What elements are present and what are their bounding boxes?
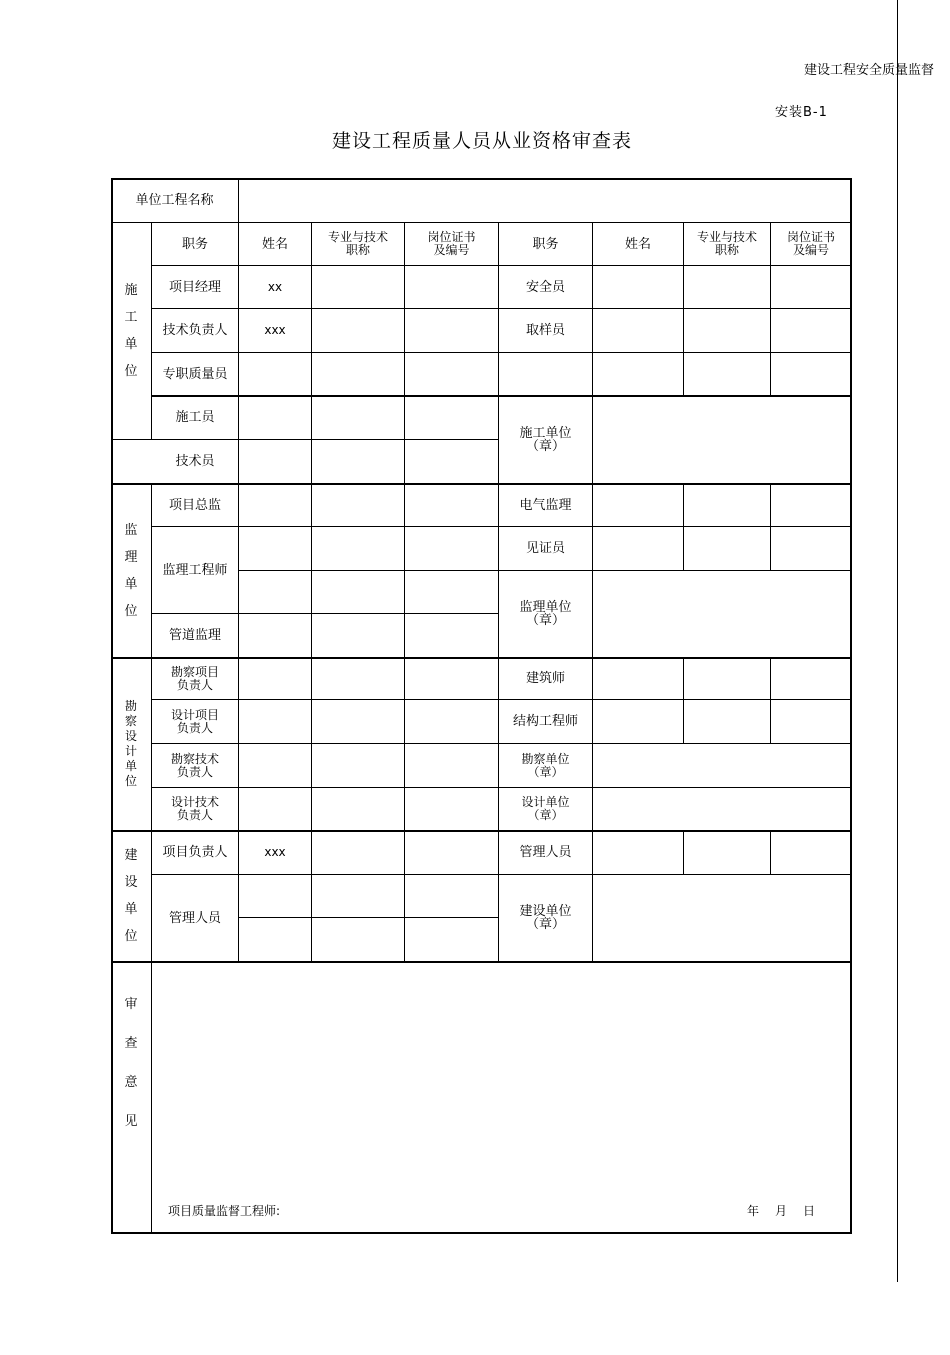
table-cell xyxy=(239,658,312,700)
table-cell xyxy=(405,614,499,658)
table-cell xyxy=(593,484,684,527)
table-cell xyxy=(405,875,499,918)
section-divider xyxy=(111,961,852,963)
table-cell xyxy=(239,614,312,658)
col-cert: 岗位证书 及编号 xyxy=(405,223,499,266)
review-area xyxy=(152,962,852,1234)
table-cell xyxy=(405,571,499,614)
table-cell xyxy=(405,700,499,744)
table-cell xyxy=(593,527,684,571)
table-cell xyxy=(684,527,771,571)
col-name-2: 姓名 xyxy=(593,223,684,266)
table-cell xyxy=(239,875,312,918)
seal-construction-area xyxy=(593,396,852,484)
table-cell xyxy=(684,700,771,744)
role-technician: 技术员 xyxy=(152,440,239,484)
role-survey-tech-lead: 勘察技术 负责人 xyxy=(152,744,239,788)
date-year: 年 xyxy=(747,1204,760,1218)
role-quality-officer: 专职质量员 xyxy=(152,353,239,396)
project-name-label: 单位工程名称 xyxy=(111,178,239,223)
role-owner-project-lead: 项目负责人 xyxy=(152,831,239,875)
role-architect: 建筑师 xyxy=(499,658,593,700)
seal-construction: 施工单位 （章） xyxy=(499,396,593,484)
table-cell xyxy=(239,918,312,962)
header-org: 建设工程安全质量监督 xyxy=(804,63,935,78)
col-name: 姓名 xyxy=(239,223,312,266)
project-name-value xyxy=(239,178,852,223)
table-cell xyxy=(405,831,499,875)
role-design-project-lead: 设计项目 负责人 xyxy=(152,700,239,744)
role-witness: 见证员 xyxy=(499,527,593,571)
col-cert-2: 岗位证书 及编号 xyxy=(771,223,852,266)
col-role-2: 职务 xyxy=(499,223,593,266)
col-role: 职务 xyxy=(152,223,239,266)
table-cell xyxy=(312,788,405,831)
table-cell xyxy=(771,484,852,527)
table-cell xyxy=(239,744,312,788)
table-cell xyxy=(771,831,852,875)
page-edge-line xyxy=(897,0,898,1282)
table-cell xyxy=(312,571,405,614)
table-cell xyxy=(239,788,312,831)
seal-supervision-area xyxy=(593,571,852,658)
section-review: 审 查 意 见 xyxy=(111,962,152,1234)
table-cell xyxy=(312,744,405,788)
section-divider xyxy=(111,483,852,485)
role-sampler: 取样员 xyxy=(499,309,593,353)
role-owner-staff: 管理人员 xyxy=(152,875,239,962)
table-cell xyxy=(771,266,852,309)
section-divider xyxy=(111,830,852,832)
page-title: 建设工程质量人员从业资格审查表 xyxy=(331,130,632,152)
table-cell xyxy=(312,309,405,353)
table-cell xyxy=(312,700,405,744)
table-cell xyxy=(405,353,499,396)
table-cell xyxy=(312,484,405,527)
table-cell xyxy=(684,309,771,353)
table-cell xyxy=(684,658,771,700)
table-cell xyxy=(239,353,312,396)
owner-project-lead-name: xxx xyxy=(239,831,312,875)
table-cell xyxy=(405,309,499,353)
table-cell xyxy=(312,266,405,309)
review-engineer-label: 项目质量监督工程师: xyxy=(168,1204,281,1218)
table-cell xyxy=(239,396,312,440)
table-cell xyxy=(684,353,771,396)
role-site-worker: 施工员 xyxy=(152,396,239,440)
table-cell xyxy=(405,527,499,571)
table-cell xyxy=(239,484,312,527)
role-design-tech-lead: 设计技术 负责人 xyxy=(152,788,239,831)
table-cell xyxy=(312,614,405,658)
table-cell xyxy=(593,700,684,744)
form-code: 安装B-1 xyxy=(775,105,828,120)
seal-owner-area xyxy=(593,875,852,962)
role-technical-lead: 技术负责人 xyxy=(152,309,239,353)
role-supervising-engineer: 监理工程师 xyxy=(152,527,239,614)
table-cell xyxy=(593,266,684,309)
table-cell xyxy=(312,918,405,962)
section-construction: 施 工 单 位 xyxy=(111,223,152,440)
table-cell xyxy=(405,744,499,788)
table-cell xyxy=(593,658,684,700)
seal-supervision: 监理单位 （章） xyxy=(499,571,593,658)
table-cell xyxy=(771,700,852,744)
role-chief-supervisor: 项目总监 xyxy=(152,484,239,527)
table-cell xyxy=(312,440,405,484)
table-cell xyxy=(239,440,312,484)
table-cell xyxy=(405,788,499,831)
date-month: 月 xyxy=(775,1204,788,1218)
table-cell xyxy=(239,700,312,744)
table-cell xyxy=(405,658,499,700)
table-cell xyxy=(312,353,405,396)
date-day: 日 xyxy=(803,1204,816,1218)
role-project-manager: 项目经理 xyxy=(152,266,239,309)
table-cell xyxy=(593,831,684,875)
table-cell xyxy=(684,484,771,527)
table-cell xyxy=(499,353,593,396)
seal-survey: 勘察单位 （章） xyxy=(499,744,593,788)
table-cell xyxy=(771,309,852,353)
role-pipeline-supervisor: 管道监理 xyxy=(152,614,239,658)
col-title: 专业与技术 职称 xyxy=(312,223,405,266)
section-survey-design: 勘 察 设 计 单 位 xyxy=(111,658,152,831)
technical-lead-name: xxx xyxy=(239,309,312,353)
seal-survey-area xyxy=(593,744,852,788)
review-date xyxy=(747,1202,815,1219)
section-divider xyxy=(152,395,852,397)
role-survey-project-lead: 勘察项目 负责人 xyxy=(152,658,239,700)
table-cell xyxy=(771,353,852,396)
table-cell xyxy=(239,527,312,571)
table-cell xyxy=(312,527,405,571)
table-cell xyxy=(312,658,405,700)
role-safety-officer: 安全员 xyxy=(499,266,593,309)
table-cell xyxy=(405,484,499,527)
table-cell xyxy=(405,918,499,962)
seal-design-area xyxy=(593,788,852,831)
seal-design: 设计单位 （章） xyxy=(499,788,593,831)
section-owner: 建 设 单 位 xyxy=(111,831,152,962)
qualification-table xyxy=(111,178,852,1234)
table-cell xyxy=(771,527,852,571)
table-cell xyxy=(684,831,771,875)
table-cell xyxy=(239,571,312,614)
table-cell xyxy=(771,658,852,700)
table-cell xyxy=(312,396,405,440)
role-owner-manager: 管理人员 xyxy=(499,831,593,875)
table-cell xyxy=(312,875,405,918)
section-divider xyxy=(111,657,852,659)
table-cell xyxy=(312,831,405,875)
table-cell xyxy=(405,440,499,484)
col-title-2: 专业与技术 职称 xyxy=(684,223,771,266)
table-cell xyxy=(684,266,771,309)
role-electrical-supervisor: 电气监理 xyxy=(499,484,593,527)
section-supervision: 监 理 单 位 xyxy=(111,484,152,658)
project-manager-name: xx xyxy=(239,266,312,309)
table-cell xyxy=(405,266,499,309)
seal-owner: 建设单位 （章） xyxy=(499,875,593,962)
role-structural-engineer: 结构工程师 xyxy=(499,700,593,744)
table-cell xyxy=(593,353,684,396)
table-cell xyxy=(405,396,499,440)
table-cell xyxy=(593,309,684,353)
